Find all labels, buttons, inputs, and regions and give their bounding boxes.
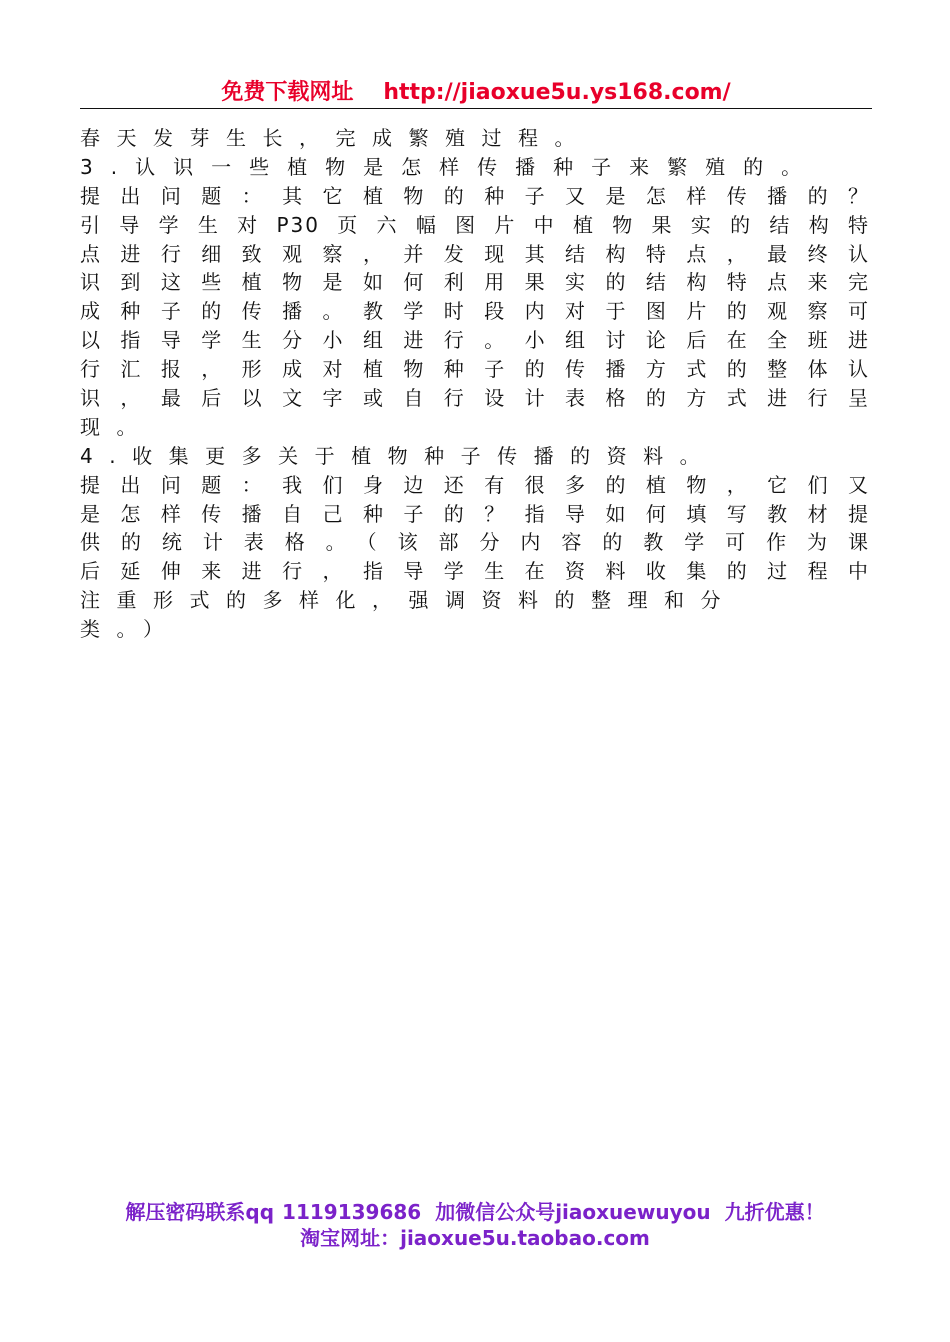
text-line-7: 成种子的传播。教学时段内对于图片的观察可 bbox=[80, 299, 870, 324]
text-line-17: 注重形式的多样化，强调资料的整理和分 bbox=[80, 588, 737, 613]
footer-taobao-line bbox=[0, 1224, 950, 1252]
page-header bbox=[80, 76, 872, 110]
footer-qq-number: 1119139686 bbox=[282, 1200, 422, 1224]
text-line-10: 识，最后以文字或自行设计表格的方式进行呈 bbox=[80, 386, 870, 411]
text-line-5: 点进行细致观察，并发现其结构特点，最终认 bbox=[80, 241, 870, 266]
footer-qq-label: qq bbox=[245, 1200, 275, 1224]
text-line-9: 行汇报，形成对植物种子的传播方式的整体认 bbox=[80, 357, 870, 382]
text-line-1: 春天发芽生长，完成繁殖过程。 bbox=[80, 126, 591, 150]
text-line-13: 提出问题：我们身边还有很多的植物，它们又 bbox=[80, 472, 870, 497]
text-line-8: 以指导学生分小组进行。小组讨论后在全班进 bbox=[80, 328, 870, 353]
text-line-2: 3.认识一些植物是怎样传播种子来繁殖的。 bbox=[80, 154, 820, 179]
header-divider bbox=[80, 108, 872, 109]
footer-contact-line bbox=[0, 1198, 950, 1226]
header-label: 免费下载网址 bbox=[221, 80, 354, 105]
footer-password-text: 解压密码联系 bbox=[125, 1200, 246, 1224]
text-line-15: 供的统计表格。（该部分内容的教学可作为课 bbox=[80, 530, 870, 555]
text-line-12: 4.收集更多关于植物种子传播的资料。 bbox=[80, 443, 717, 468]
text-line-11: 现。 bbox=[80, 414, 153, 439]
footer-taobao-link[interactable]: jiaoxue5u.taobao.com bbox=[400, 1226, 650, 1250]
header-url-link[interactable]: http://jiaoxue5u.ys168.com/ bbox=[383, 80, 731, 105]
text-line-4: 引导学生对P30页六幅图片中植物果实的结构特 bbox=[80, 212, 870, 237]
footer-wechat-label: 加微信公众号 bbox=[435, 1200, 556, 1224]
text-line-16: 后延伸来进行，指导学生在资料收集的过程中 bbox=[80, 559, 870, 584]
text-line-14: 是怎样传播自己种子的？指导如何填写教材提 bbox=[80, 501, 870, 526]
footer-taobao-label: 淘宝网址： bbox=[300, 1226, 401, 1250]
document-body bbox=[80, 124, 870, 644]
footer-discount: 九折优惠！ bbox=[724, 1200, 825, 1224]
text-line-18: 类。） bbox=[80, 617, 180, 642]
text-line-3: 提出问题：其它植物的种子又是怎样传播的？ bbox=[80, 183, 870, 208]
footer-wechat-id: jiaoxuewuyou bbox=[555, 1200, 711, 1224]
text-line-6: 识到这些植物是如何利用果实的结构特点来完 bbox=[80, 270, 870, 295]
